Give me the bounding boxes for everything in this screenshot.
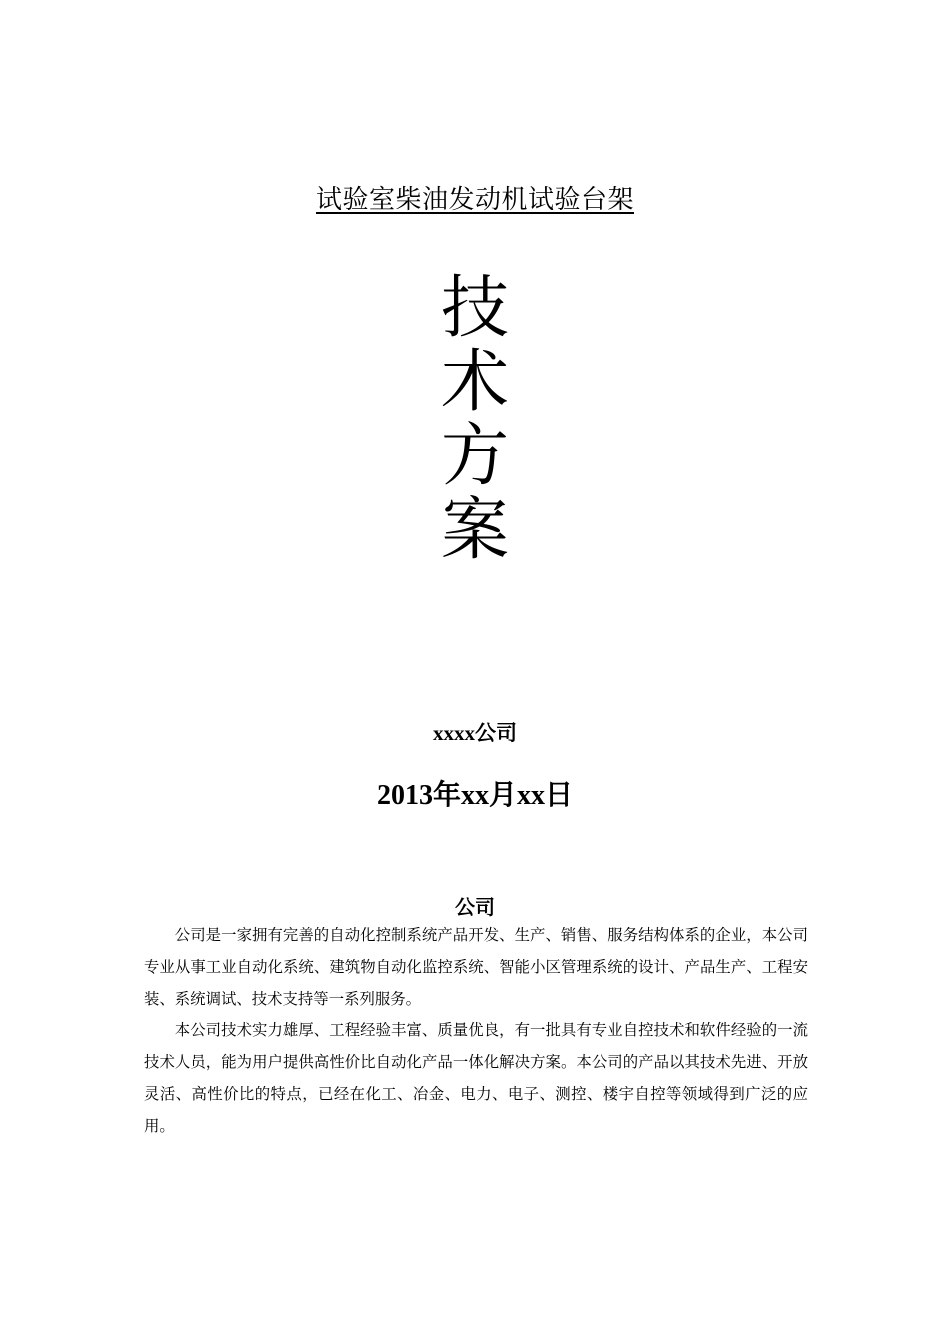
paragraph: 本公司技术实力雄厚、工程经验丰富、质量优良，有一批具有专业自控技术和软件经验的一流技术人员，能为用户提供高性价比自动化产品一体化解决方案。本公司的产品以其技术先进、开放灵活、高性价比的特点，已经在化工、冶金、电力、电子、测控、楼宇自控等领域得到广泛的应用。 xyxy=(144,1021,808,1135)
company-name: xxxx公司 xyxy=(433,721,517,745)
document-date: 2013年xx月xx日 xyxy=(376,780,573,811)
big-title xyxy=(0,269,950,570)
big-title-char: 术 xyxy=(440,343,509,422)
document-title: 试验室柴油发动机试验台架 xyxy=(315,185,634,215)
section-body xyxy=(144,920,808,1143)
big-title-char: 技 xyxy=(440,269,509,348)
paragraph: 公司是一家拥有完善的自动化控制系统产品开发、生产、销售、服务结构体系的企业，本公司专业从事工业自动化系统、建筑物自动化监控系统、智能小区管理系统的设计、产品生产、工程安装、系统调试、技术支持等一系列服务。 xyxy=(144,926,808,1008)
section-heading: 公司 xyxy=(455,895,495,919)
big-title-char: 案 xyxy=(440,491,509,570)
big-title-char: 方 xyxy=(440,417,509,496)
